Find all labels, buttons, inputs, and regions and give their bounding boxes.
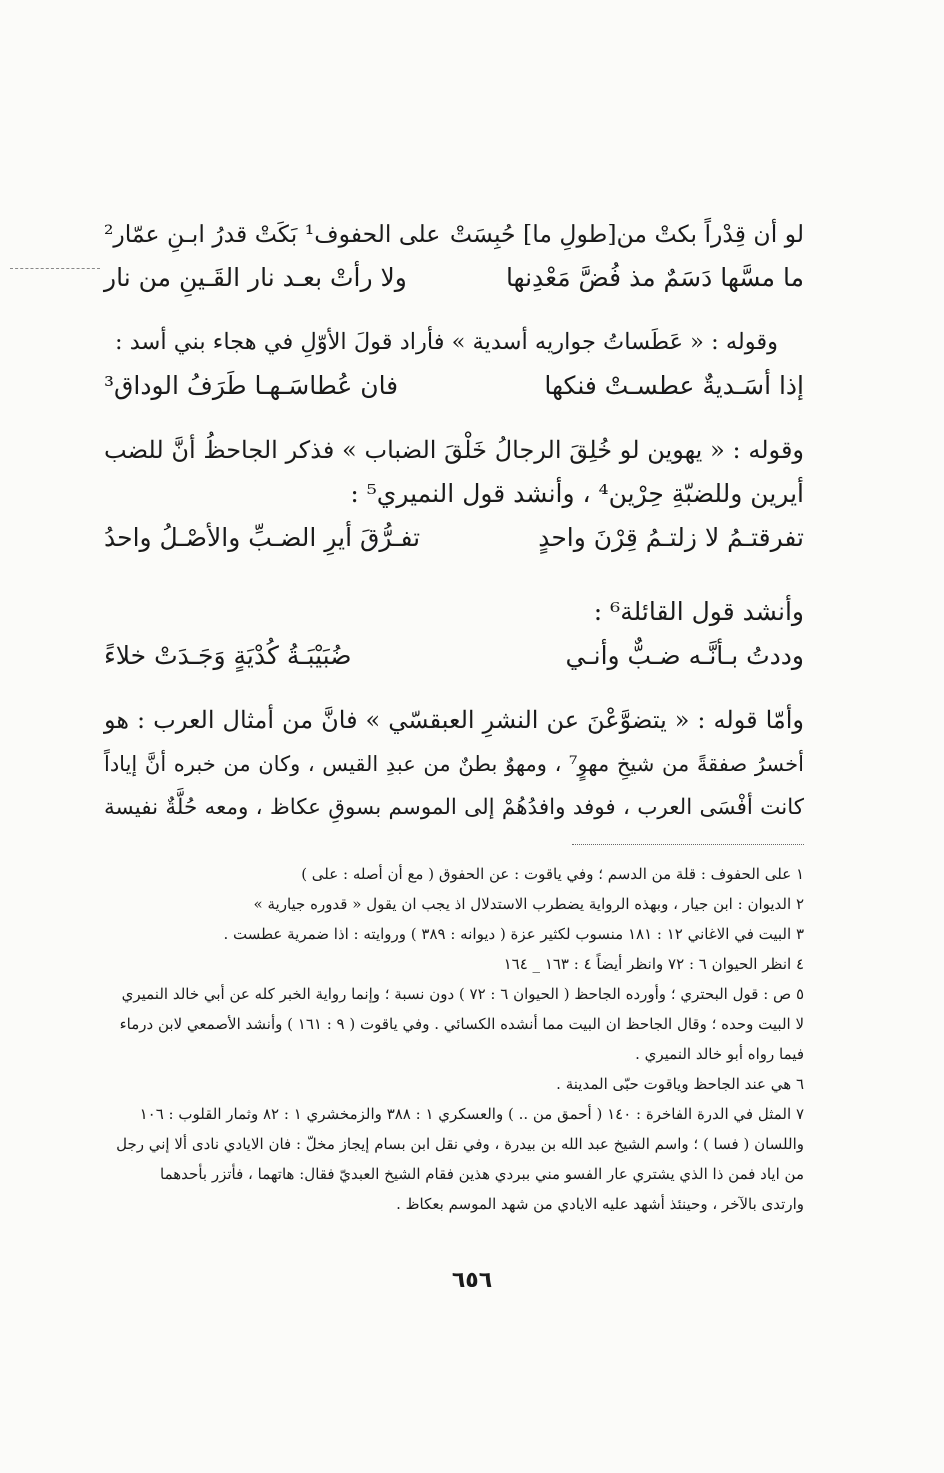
footnote-continuation: وارتدى بالآخر ، وحينئذ أشهد عليه الايادي من شهد الموسم بعكاظ . (396, 1195, 804, 1213)
footnote: ٣ البيت في الاغاني ١٢ : ١٨١ منسوب لكثير عزة ( ديوانه : ٣٨٩ ) وروايته : اذا ضمرية عطست . (223, 925, 804, 943)
paragraph-4 (104, 698, 804, 830)
verse-hemistich-left: ولا رأتْ بعـد نار القَـينِ من نار (104, 263, 407, 292)
verse-hemistich-right: وددتُ بـأنَّـه ضـبٌّ وأنـي (565, 641, 804, 670)
footnote-continuation: واللسان ( فسا ) ؛ واسم الشيخ عبد الله بن بيدرة ، وفي نقل ابن بسام إيجاز مخلّ : فان الايادي نادى ألا إني رجل (116, 1135, 804, 1153)
paragraph-3: وأنشد قول القائلة⁶ : (593, 597, 804, 626)
paragraph-line: أخسرُ صفقةً من شيخِ مهوٍ⁷ ، ومهوٌ بطنٌ من عبدِ القيس ، وكان من خبره أنَّ إياداً (104, 752, 804, 776)
verse-hemistich-left: ضُبَيْبَـةُ كُدْيَةٍ وَجَـدَتْ خلاءً (104, 641, 352, 670)
paragraph-2 (104, 428, 804, 516)
verse-line-2 (104, 256, 804, 300)
verse-hemistich-right: إذا أسَـديةٌ عطسـتْ فنكها (544, 371, 804, 400)
verse-line-5 (104, 634, 804, 678)
footnote: ٢ الديوان : ابن جيار ، وبهذه الرواية يضطرب الاستدلال اذ يجب ان يقول « قدوره جيارية » (253, 895, 804, 913)
footnote-separator (572, 844, 804, 845)
footnote: ٧ المثل في الدرة الفاخرة : ١٤٠ ( أحمق من .. ) والعسكري ١ : ٣٨٨ والزمخشري ١ : ٨٢ وثمار القلوب : ١٠٦ (139, 1105, 804, 1123)
paragraph-line: وقوله : « يهوين لو خُلِقَ الرجالُ خَلْقَ الضباب » فذكر الجاحظُ أنَّ للضب (104, 436, 804, 464)
paragraph-1: وقوله : « عَطَساتُ جواريه أسدية » فأراد قولَ الأوّلِ في هجاء بني أسد : (114, 329, 778, 355)
verse-hemistich-left: تفـرُّقَ أيرِ الضـبِّ والأصْـلُ واحدُ (104, 523, 421, 552)
verse-line-3 (104, 364, 804, 408)
footnote: ١ على الحفوف : قلة من الدسم ؛ وفي ياقوت : عن الحفوق ( مع أن أصله : على ) (301, 865, 804, 883)
footnotes (104, 859, 804, 1219)
verse-hemistich-right: لو أن قِدْراً بكتْ من[طولِ ما] حُبِسَتْ (449, 220, 804, 248)
verse-hemistich-left: فان عُطاسَـهـا طَرَفُ الوداق³ (104, 371, 399, 400)
page-number: ٦٥٦ (451, 1268, 493, 1293)
paragraph-line: وأمّا قوله : « يتضوَّعْنَ عن النشرِ العبقسّي » فانَّ من أمثال العرب : هو (104, 706, 804, 734)
verse-line-4 (104, 516, 804, 560)
paragraph-line: كانت أفْسَى العرب ، فوفد وافدُهُمْ إلى الموسم بسوقِ عكاظ ، ومعه حُلَّةٌ نفيسة (104, 795, 804, 820)
footnote: ٥ ص : قول البحتري ؛ وأورده الجاحظ ( الحيوان ٦ : ٧٢ ) دون نسبة ؛ وإنما رواية الخبر كله عن أبي خالد النميري (121, 985, 804, 1003)
verse-line-1 (104, 212, 804, 256)
verse-hemistich-left: على الحفوف¹ بَكَتْ قدرُ ابـنِ عمّار² (104, 220, 441, 248)
footnote-continuation: لا البيت وحده ؛ وقال الجاحظ ان البيت مما أنشده الكسائي . وفي ياقوت ( ٩ : ١٦١ ) وأنشد الأصمعي لابن درماء (119, 1015, 804, 1033)
verse-hemistich-right: تفرقتـمُ لا زلتـمُ قِرْنَ واحدٍ (538, 523, 804, 552)
footnote: ٤ انظر الحيوان ٦ : ٧٢ وانظر أيضاً ٤ : ١٦٣ _ ١٦٤ (503, 955, 804, 973)
page-body (104, 212, 804, 1219)
footnote-continuation: من اياد فمن ذا الذي يشتري عار الفسو مني ببردي هذين فقام الشيخ العبديّ فقال: هاتهما ، فأتزر بأحدهما (160, 1165, 804, 1183)
scan-mark-left (10, 268, 100, 269)
paragraph-line: أيرين وللضبّةِ حِرْين⁴ ، وأنشد قول النميري⁵ : (350, 479, 804, 508)
verse-hemistich-right: ما مسَّها دَسَمٌ مذ فُضَّ مَعْدِنها (505, 263, 804, 292)
footnote-continuation: فيما رواه أبو خالد النميري . (635, 1045, 804, 1063)
footnote: ٦ هي عند الجاحظ وياقوت حبّى المدينة . (556, 1075, 804, 1093)
